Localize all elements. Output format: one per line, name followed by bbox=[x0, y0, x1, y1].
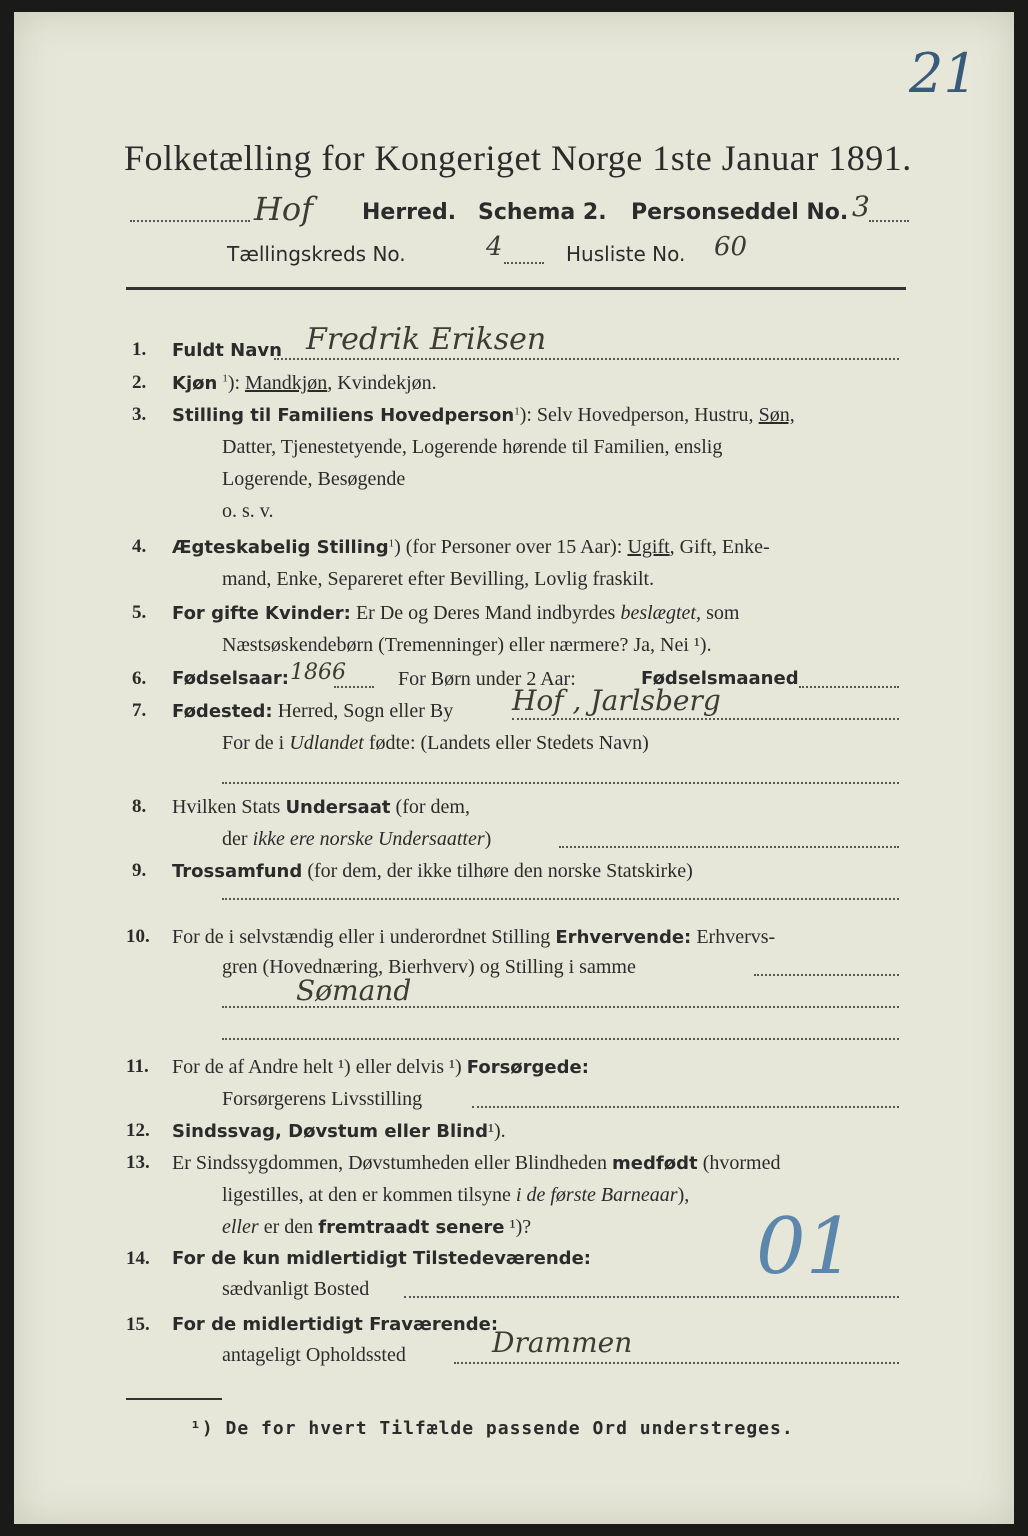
q1-label: Fuldt Navn bbox=[172, 340, 282, 361]
q13-text1: Er Sindssygdommen, Døvstumheden eller Blindheden bbox=[172, 1152, 607, 1174]
q4-line2: mand, Enke, Separeret efter Bevilling, Lovlig fraskilt. bbox=[222, 568, 655, 590]
q2-line: Kjøn $^1$): Mandkjøn, Kvindekjøn. bbox=[172, 372, 437, 394]
q3-label: Stilling til Familiens Hovedperson bbox=[172, 405, 515, 426]
dotted-line bbox=[472, 1106, 899, 1108]
q4-label: Ægteskabelig Stilling bbox=[172, 537, 389, 558]
q13-eller: eller bbox=[222, 1216, 259, 1238]
q7-text3: fødte: (Landets eller Stedets Navn) bbox=[368, 732, 649, 754]
husliste-value: 60 bbox=[714, 232, 748, 262]
q6-label: Fødselsaar: bbox=[172, 668, 289, 689]
q3-line1 bbox=[172, 404, 795, 427]
q5-text1: Er De og Deres Mand indbyrdes bbox=[355, 602, 616, 624]
q7-line1 bbox=[172, 700, 453, 723]
q12-label: Sindssvag, Døvstum eller Blind bbox=[172, 1121, 488, 1142]
q6-number: 6. bbox=[132, 668, 147, 689]
q8-text1: Hvilken Stats bbox=[172, 796, 281, 818]
footnote: ¹) De for hvert Tilfælde passende Ord understreges. bbox=[190, 1418, 794, 1439]
header-rule bbox=[126, 287, 906, 290]
q4-text2: , Gift, Enke- bbox=[669, 536, 770, 558]
q13-label: medfødt bbox=[612, 1153, 698, 1174]
q11-text: For de af Andre helt ¹) eller delvis ¹) bbox=[172, 1056, 462, 1078]
q6-text: For Børn under 2 Aar: bbox=[398, 668, 576, 690]
taellingskreds-label: Tællingskreds No. bbox=[227, 242, 406, 266]
q2-sup: 1 bbox=[222, 372, 228, 385]
dotted-line bbox=[274, 358, 899, 360]
q13-text2: (hvormed bbox=[702, 1152, 781, 1174]
q10-text2: Erhvervs- bbox=[696, 926, 776, 948]
q9-number: 9. bbox=[132, 860, 147, 881]
q2-number: 2. bbox=[132, 372, 147, 393]
q7-text: Herred, Sogn eller By bbox=[277, 700, 454, 722]
q13-line2 bbox=[222, 1184, 689, 1207]
q3-sup: 1 bbox=[514, 405, 520, 418]
q13-barneaar: i de første Barneaar bbox=[515, 1184, 678, 1206]
q3-line2: Datter, Tjenestetyende, Logerende hørende til Familien, enslig bbox=[222, 436, 723, 458]
q12-tail: ¹). bbox=[487, 1120, 506, 1142]
dotted-line bbox=[404, 1296, 899, 1298]
dotted-line bbox=[512, 718, 899, 720]
q7-udlandet: Udlandet bbox=[289, 732, 364, 754]
dotted-line bbox=[334, 686, 374, 688]
q1-answer-name: Fredrik Eriksen bbox=[306, 322, 547, 357]
q15-label: For de midlertidigt Fraværende: bbox=[172, 1314, 499, 1335]
q5-line2: Næstsøskendebørn (Tremenninger) eller nærmere? Ja, Nei ¹). bbox=[222, 634, 712, 656]
q13-line1 bbox=[172, 1152, 780, 1175]
taellingskreds-value: 4 bbox=[486, 232, 503, 262]
q7-number: 7. bbox=[132, 700, 147, 721]
q2-mandkjon: Mandkjøn bbox=[245, 372, 328, 394]
q5-label: For gifte Kvinder: bbox=[172, 603, 351, 624]
dotted-line bbox=[799, 686, 899, 688]
q12-line1 bbox=[172, 1120, 506, 1143]
personseddel-label: Personseddel No. bbox=[631, 200, 849, 225]
q11-line2: Forsørgerens Livsstilling bbox=[222, 1088, 423, 1110]
dotted-line bbox=[222, 782, 899, 784]
q7-answer-place: Hof , Jarlsberg bbox=[512, 684, 721, 717]
q3-line4: o. s. v. bbox=[222, 500, 274, 522]
q9-line1 bbox=[172, 860, 693, 883]
dotted-line bbox=[222, 898, 899, 900]
q13-line3 bbox=[222, 1216, 531, 1239]
dotted-line bbox=[559, 846, 899, 848]
dotted-line bbox=[504, 262, 544, 264]
form-title: Folketælling for Kongeriget Norge 1ste Januar 1891. bbox=[124, 138, 912, 178]
q5-number: 5. bbox=[132, 602, 147, 623]
q8-undersaatter: ikke ere norske Undersaatter bbox=[252, 828, 485, 850]
dotted-line bbox=[754, 974, 899, 976]
q13-text3: ligestilles, at den er kommen tilsyne bbox=[222, 1184, 511, 1206]
q11-number: 11. bbox=[126, 1056, 149, 1077]
q8-text3: der bbox=[222, 828, 248, 850]
q13-close: ), bbox=[677, 1184, 690, 1206]
q10-number: 10. bbox=[126, 926, 150, 947]
q14-number: 14. bbox=[126, 1248, 150, 1269]
q14-label: For de kun midlertidigt Tilstedeværende: bbox=[172, 1248, 591, 1269]
q9-label: Trossamfund bbox=[172, 861, 303, 882]
q15-answer-place: Drammen bbox=[492, 1326, 633, 1359]
q6-answer-year: 1866 bbox=[290, 660, 346, 685]
q4-number: 4. bbox=[132, 536, 147, 557]
herred-label: Herred. bbox=[362, 200, 457, 225]
personseddel-value: 3 bbox=[852, 190, 870, 223]
q10-line1 bbox=[172, 926, 775, 949]
herred-value: Hof bbox=[254, 190, 314, 228]
q3-son: Søn, bbox=[758, 404, 795, 426]
husliste-label: Husliste No. bbox=[566, 242, 686, 266]
q10-line2: gren (Hovednæring, Bierhverv) og Stilling i samme bbox=[222, 956, 636, 978]
q11-label: Forsørgede: bbox=[466, 1057, 589, 1078]
q5-line1 bbox=[172, 602, 739, 625]
dotted-line bbox=[222, 1006, 899, 1008]
q7-label: Fødested: bbox=[172, 701, 273, 722]
q15-line2: antageligt Opholdssted bbox=[222, 1344, 406, 1366]
q15-number: 15. bbox=[126, 1314, 150, 1335]
q4-text1: ) (for Personer over 15 Aar): bbox=[394, 536, 623, 558]
census-form bbox=[14, 12, 1014, 1524]
q10-label: Erhvervende: bbox=[555, 927, 692, 948]
q1-number: 1. bbox=[132, 339, 147, 360]
q8-line1 bbox=[172, 796, 470, 819]
q13-fremtraadt: fremtraadt senere bbox=[318, 1217, 505, 1238]
page-number: 21 bbox=[909, 42, 978, 105]
q4-ugift: Ugift bbox=[627, 536, 670, 558]
q8-line2 bbox=[222, 828, 491, 851]
q8-number: 8. bbox=[132, 796, 147, 817]
q13-number: 13. bbox=[126, 1152, 150, 1173]
dotted-line bbox=[222, 1038, 899, 1040]
q7-line2 bbox=[222, 732, 649, 755]
q3-text1: ): Selv Hovedperson, Hustru, bbox=[519, 404, 754, 426]
footnote-rule bbox=[126, 1398, 222, 1400]
q8-label: Undersaat bbox=[285, 797, 391, 818]
q10-text1: For de i selvstændig eller i underordnet Stilling bbox=[172, 926, 551, 948]
q5-beslaegtet: beslægtet, bbox=[620, 602, 701, 624]
dotted-line bbox=[454, 1362, 899, 1364]
q13-end: ¹)? bbox=[509, 1216, 532, 1238]
blue-stamp-mark: 01 bbox=[756, 1202, 856, 1292]
q6-label2: Fødselsmaaned bbox=[641, 668, 799, 689]
q2-kvindekjon: , Kvindekjøn. bbox=[327, 372, 437, 394]
q8-close: ) bbox=[484, 828, 492, 850]
dotted-line bbox=[869, 220, 909, 222]
q7-text2: For de i bbox=[222, 732, 285, 754]
q5-text2: som bbox=[706, 602, 740, 624]
q10-answer-occupation: Sømand bbox=[296, 974, 412, 1007]
q3-number: 3. bbox=[132, 404, 147, 425]
schema-label: Schema 2. bbox=[478, 200, 607, 225]
q4-sup: 1 bbox=[388, 537, 395, 550]
q2-label: Kjøn bbox=[172, 373, 218, 394]
q3-line3: Logerende, Besøgende bbox=[222, 468, 406, 490]
q13-text4: er den bbox=[263, 1216, 314, 1238]
q4-line1 bbox=[172, 536, 770, 559]
q9-text: (for dem, der ikke tilhøre den norske Statskirke) bbox=[307, 860, 693, 882]
q14-line2: sædvanligt Bosted bbox=[222, 1278, 370, 1300]
q11-line1 bbox=[172, 1056, 589, 1079]
dotted-line bbox=[130, 220, 250, 222]
q8-text2: (for dem, bbox=[395, 796, 470, 818]
q12-number: 12. bbox=[126, 1120, 150, 1141]
